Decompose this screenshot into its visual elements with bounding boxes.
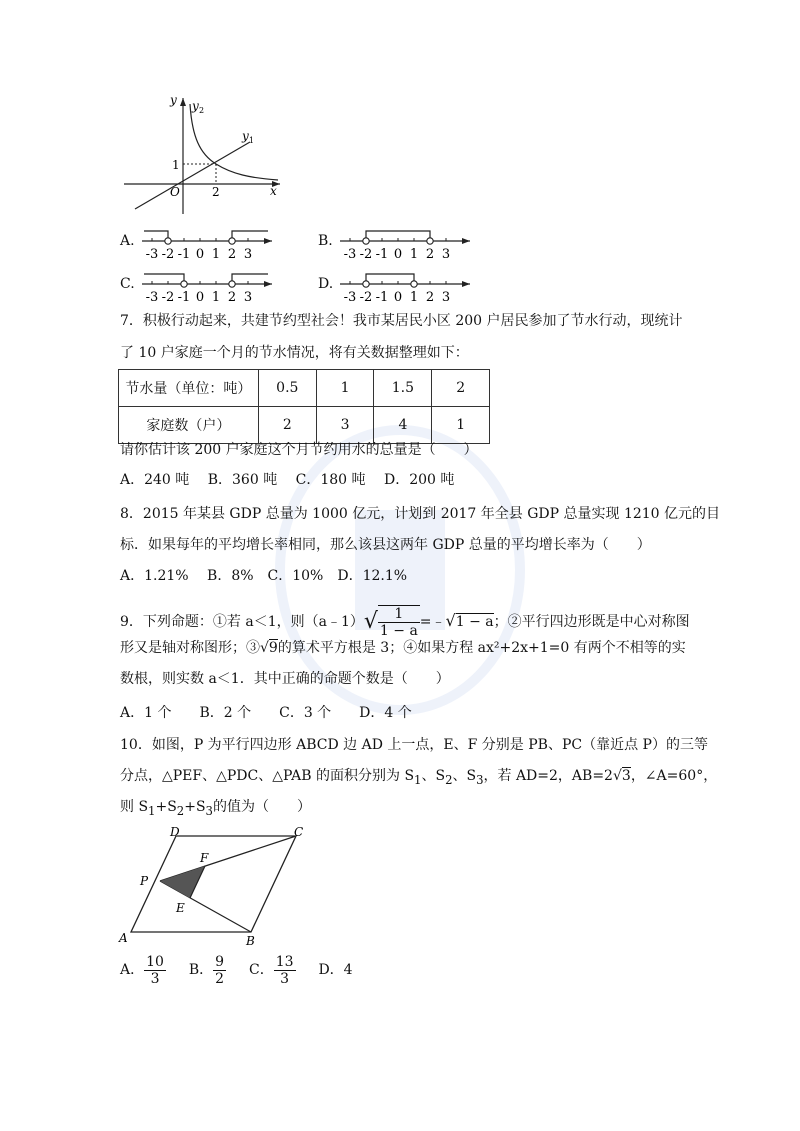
q10-option-c-letter: C． <box>248 962 274 978</box>
figure-label-b: B <box>246 934 255 948</box>
numberline-tick-label: -2 <box>359 290 373 305</box>
graph-y2-label: y <box>192 99 199 113</box>
q7-line2: 了 10 户家庭一个月的节水情况，将有关数据整理如下： <box>120 345 469 361</box>
table-cell: 1 <box>432 407 490 444</box>
numberline-tick-label: -3 <box>343 290 357 305</box>
q10-line2-d: ，若 AD=2，AB=2 <box>483 768 613 784</box>
q9-line2: 形又是轴对称图形；③√9的算术平方根是 3；④如果方程 ax²+2x+1=0 有两个不相等的实 <box>120 640 686 656</box>
table-row <box>119 370 490 407</box>
graph-origin-label: O <box>170 185 180 199</box>
numberline-tick-label: -3 <box>145 290 159 305</box>
numberline-open-point <box>165 238 171 244</box>
q8-line1: 8．2015 年某县 GDP 总量为 1000 亿元，计划到 2017 年全县 GDP 总量实现 1210 亿元的目 <box>120 506 721 522</box>
q9-frac-num: 1 <box>378 606 420 623</box>
q9-line1-c: ；②平行四边形既是中心对称图 <box>493 614 690 630</box>
fraction-denominator: 3 <box>150 970 160 987</box>
numberline-arrow <box>264 238 272 244</box>
numberline-open-point <box>427 238 433 244</box>
numberline-tick-label: -1 <box>177 290 191 305</box>
numberline-tick-label: -1 <box>177 247 191 262</box>
fraction-numerator: 9 <box>215 953 225 970</box>
function-graph <box>120 92 285 217</box>
q6-option-a-numberline <box>138 226 280 262</box>
graph-tick-x: 2 <box>212 185 220 199</box>
graph-y2-sub: 2 <box>199 106 205 115</box>
q9-line1-b: =﹣ <box>419 614 446 630</box>
q9-sqrt-frac: √ $\frac{1}{1 - a}$ <box>363 606 418 639</box>
fraction-denominator: 2 <box>215 970 225 987</box>
q7-data-table <box>118 369 490 444</box>
numberline-tick-label: -3 <box>145 247 159 262</box>
q10-line2-e: ，∠A=60°， <box>630 768 718 784</box>
q7-options: A．240 吨 B．360 吨 C．180 吨 D．200 吨 <box>120 472 455 488</box>
q7-line3: 请你估计该 200 户家庭这个月节约用水的总量是（ ） <box>120 442 478 458</box>
numberline-tick-label: 3 <box>243 290 253 305</box>
numberline-open-point <box>229 281 235 287</box>
q6-option-a-letter: A. <box>120 233 135 249</box>
figure-label-c: C <box>294 825 304 839</box>
q10-sub: 1 <box>414 772 422 787</box>
parallelogram-figure <box>116 824 312 948</box>
q10-sub: 3 <box>205 803 213 818</box>
q10-line2: 分点，△PEF、△PDC、△PAB 的面积分别为 $S_1$、$S_2$、$S_3$，若 AD=2，AB=2√3，∠A=60°， <box>120 768 718 787</box>
numberline-tick-label: -3 <box>343 247 357 262</box>
numberline-open-point <box>229 238 235 244</box>
q9-sqrt-tail: 1 − a <box>455 614 494 630</box>
table-cell: 1 <box>316 370 373 407</box>
graph-y1-label: y <box>242 129 249 143</box>
q9-line2-b: 的算术平方根是 3；④如果方程 ax²+2x+1=0 有两个不相等的实 <box>277 640 686 656</box>
numberline-tick-label: 0 <box>393 290 403 305</box>
q10-line3-c: +S <box>184 799 206 815</box>
numberline-open-point <box>363 281 369 287</box>
numberline-tick-label: 1 <box>211 290 221 305</box>
numberline-tick-label: 3 <box>441 247 451 262</box>
numberline-tick-label: 0 <box>195 290 205 305</box>
q10-option-b-fraction <box>213 954 226 987</box>
q10-options <box>120 952 353 988</box>
numberline-arrow <box>264 281 272 287</box>
numberline-tick-label: 0 <box>195 247 205 262</box>
q9-line1-a: 9．下列命题：①若 a＜1，则（a﹣1） <box>120 614 364 630</box>
numberline-open-point <box>411 281 417 287</box>
numberline-tick-label: 2 <box>425 247 435 262</box>
numberline-tick-label: 0 <box>393 247 403 262</box>
q9-sqrt9: 9 <box>268 640 278 656</box>
numberline-open-point <box>181 281 187 287</box>
q10-line3-a: 则 S <box>120 799 149 815</box>
numberline-arrow <box>462 238 470 244</box>
numberline-arrow <box>462 281 470 287</box>
q10-line3-d: 的值为（ ） <box>212 799 311 815</box>
fraction-numerator: 10 <box>146 953 164 970</box>
q10-line1: 10．如图，P 为平行四边形 ABCD 边 AD 上一点，E、F 分别是 PB、PC（靠近点 P）的三等 <box>120 737 708 753</box>
numberline-tick-label: 1 <box>211 247 221 262</box>
q10-sub: 2 <box>176 803 185 818</box>
q6-option-d-letter: D. <box>318 276 334 292</box>
table-cell: 3 <box>316 407 373 444</box>
table-cell: 0.5 <box>258 370 316 407</box>
q10-option-d-letter: D． <box>318 962 344 978</box>
numberline-tick-label: -1 <box>375 247 389 262</box>
q10-line2-c: 、S <box>452 768 477 784</box>
graph-y-label: y <box>170 93 177 107</box>
numberline-tick-label: 3 <box>243 247 253 262</box>
q10-option-c-fraction <box>274 954 296 987</box>
table-cell: 家庭数（户） <box>119 407 259 444</box>
figure-label-d: D <box>170 825 180 839</box>
numberline-tick-label: -2 <box>161 247 175 262</box>
table-cell: 1.5 <box>374 370 432 407</box>
q10-line3-b: +S <box>155 799 177 815</box>
fraction-denominator: 3 <box>280 970 290 987</box>
q9-line2-a: 形又是轴对称图形；③ <box>120 640 260 656</box>
q10-line3 <box>120 797 311 821</box>
numberline-segment <box>366 274 414 284</box>
numberline-tick-label: -1 <box>375 290 389 305</box>
table-cell: 2 <box>432 370 490 407</box>
numberline-tick-label: 2 <box>227 290 237 305</box>
graph-y1-sub: 1 <box>249 136 255 145</box>
q10-option-a-letter: A． <box>120 962 145 978</box>
q10-sub: 3 <box>476 772 484 787</box>
numberline-ray <box>144 274 184 284</box>
q10-sqrt3: 3 <box>621 768 631 784</box>
q10-option-b-letter: B． <box>188 962 214 978</box>
q9-options: A．1 个 B．2 个 C．3 个 D．4 个 <box>120 705 412 721</box>
q6-option-c-numberline <box>138 269 280 305</box>
numberline-tick-label: 1 <box>409 247 419 262</box>
numberline-tick-label: 2 <box>425 290 435 305</box>
q8-options: A．1.21% B．8% C．10% D．12.1% <box>120 568 408 584</box>
q10-sub: 1 <box>148 803 156 818</box>
q7-line1: 7．积极行动起来，共建节约型社会！我市某居民小区 200 户居民参加了节水行动，现统计 <box>120 313 683 329</box>
numberline-open-point <box>363 238 369 244</box>
graph-x-label: x <box>270 184 277 198</box>
numberline-tick-label: 2 <box>227 247 237 262</box>
table-cell: 2 <box>258 407 316 444</box>
q9-frac-den: 1 − a <box>379 623 418 639</box>
numberline-tick-label: 1 <box>409 290 419 305</box>
figure-label-f: F <box>200 851 209 865</box>
q10-line2-a: 分点，△PEF、△PDC、△PAB 的面积分别为 S <box>120 768 415 784</box>
q8-line2: 标．如果每年的平均增长率相同，那么该县这两年 GDP 总量的平均增长率为（ ） <box>120 537 651 553</box>
q6-option-c-letter: C. <box>120 276 135 292</box>
figure-label-e: E <box>176 901 185 915</box>
q6-option-d-numberline <box>336 269 478 305</box>
q6-option-b-numberline <box>336 226 478 262</box>
graph-tick-y: 1 <box>172 158 180 172</box>
table-cell: 节水量（单位：吨） <box>119 370 259 407</box>
q10-sub: 2 <box>445 772 453 787</box>
numberline-tick-label: -2 <box>359 247 373 262</box>
q9-line3: 数根，则实数 a＜1．其中正确的命题个数是（ ） <box>120 671 450 687</box>
numberline-ray <box>144 231 168 241</box>
figure-label-a: A <box>119 931 128 945</box>
numberline-tick-label: -2 <box>161 290 175 305</box>
numberline-tick-label: 3 <box>441 290 451 305</box>
numberline-ray <box>232 231 268 241</box>
q6-option-b-letter: B. <box>318 233 333 249</box>
q10-line2-b: 、S <box>421 768 446 784</box>
numberline-ray <box>232 274 268 284</box>
table-row <box>119 407 490 444</box>
table-cell: 4 <box>374 407 432 444</box>
q9-line1: 9．下列命题：①若 a＜1，则（a﹣1）√ $\frac{1}{1 - a}$ =﹣√1 − a；②平行四边形既是中心对称图 <box>120 601 690 641</box>
q10-option-a-fraction <box>144 954 166 987</box>
fraction-numerator: 13 <box>275 953 294 970</box>
figure-label-p: P <box>140 874 149 888</box>
q10-option-d-value: 4 <box>343 962 353 978</box>
